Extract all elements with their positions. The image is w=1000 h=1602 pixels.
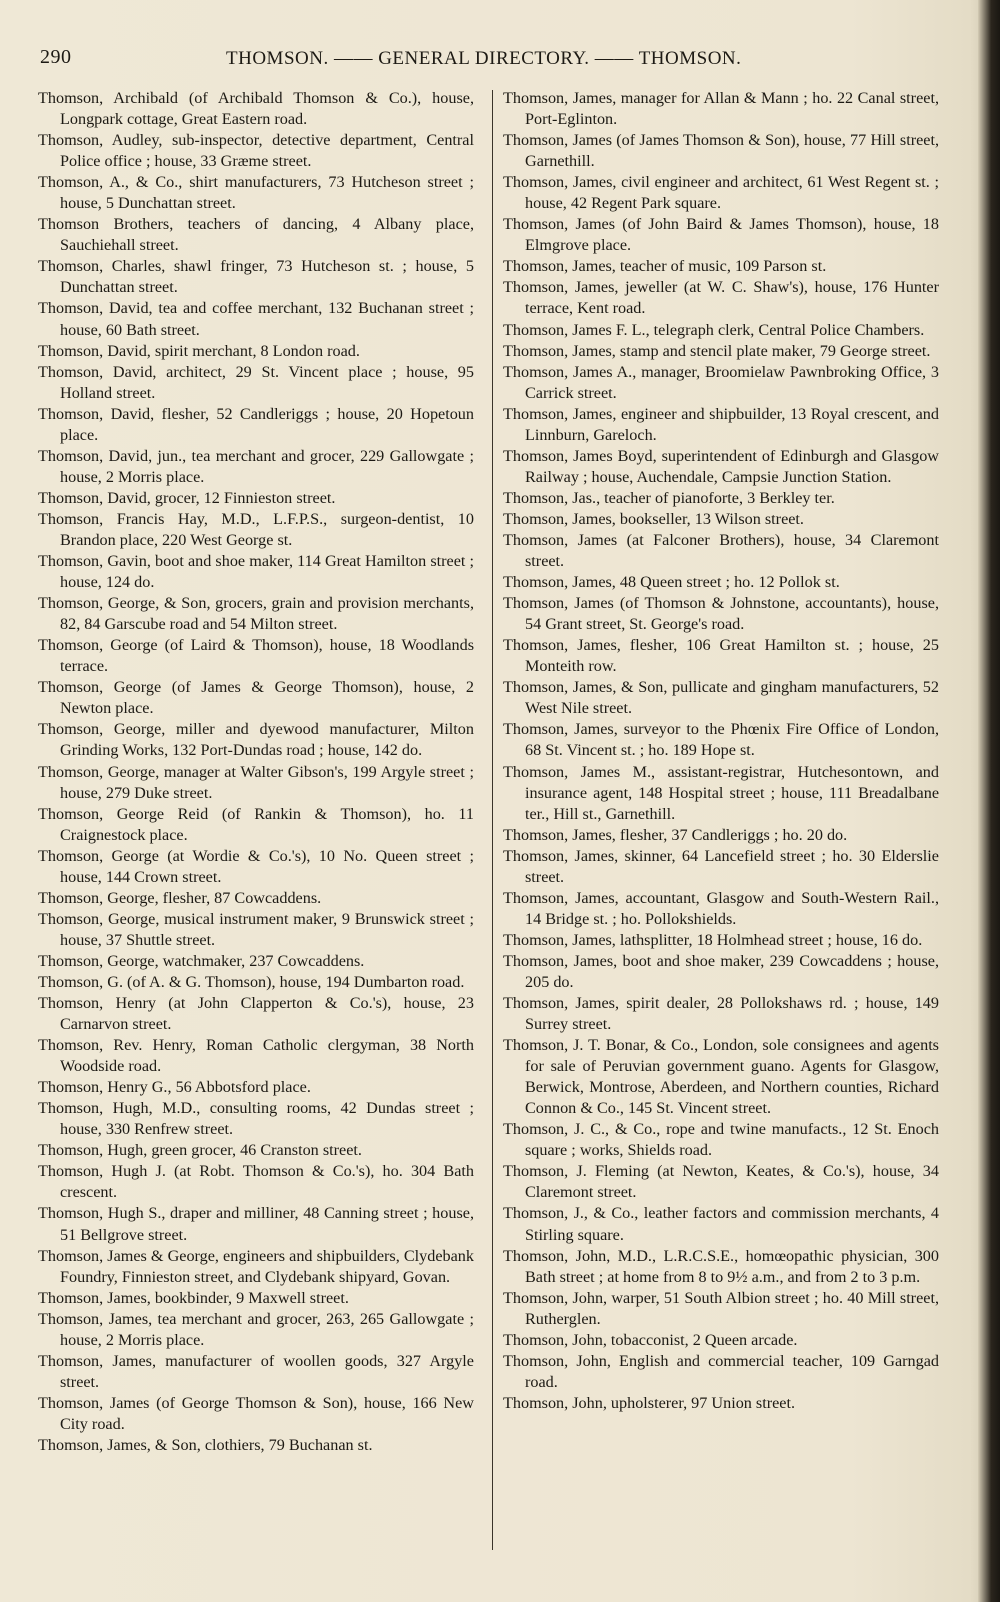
directory-entry: Thomson, A., & Co., shirt manufacturers, 73 Hutcheson street ; house, 5 Dunchattan street. (38, 173, 474, 213)
directory-entry: Thomson, James, manufacturer of woollen goods, 327 Argyle street. (38, 1351, 474, 1391)
directory-entry: Thomson, John, warper, 51 South Albion street ; ho. 40 Mill street, Rutherglen. (503, 1288, 939, 1328)
directory-entry: Thomson, George, watchmaker, 237 Cowcaddens. (38, 951, 365, 970)
directory-entry: Thomson, James, teacher of music, 109 Parson st. (503, 257, 827, 276)
directory-entry: Thomson, James, civil engineer and architect, 61 West Regent st. ; house, 42 Regent Park square. (503, 173, 939, 213)
directory-entry: Thomson, James, manager for Allan & Mann ; ho. 22 Canal street, Port-Eglinton. (503, 89, 939, 129)
directory-entry: Thomson, Charles, shawl fringer, 73 Hutcheson st. ; house, 5 Dunchattan street. (38, 257, 474, 297)
directory-entry: Thomson, Jas., teacher of pianoforte, 3 Berkley ter. (503, 488, 835, 507)
directory-entry: Thomson, John, M.D., L.R.C.S.E., homœopathic physician, 300 Bath street ; at home from 8 to 9½ a.m., and from 2 to 3 p.m. (503, 1246, 939, 1286)
directory-entry: Thomson, G. (of A. & G. Thomson), house, 194 Dumbarton road. (38, 972, 465, 991)
directory-entry: Thomson, George, flesher, 87 Cowcaddens. (38, 888, 322, 907)
directory-entry: Thomson, George, miller and dyewood manufacturer, Milton Grinding Works, 132 Port-Dundas road ; house, 142 do. (38, 720, 474, 760)
directory-entry: Thomson, James (of John Baird & James Thomson), house, 18 Elmgrove place. (503, 215, 939, 255)
directory-entry: Thomson, James, flesher, 106 Great Hamilton st. ; house, 25 Monteith row. (503, 636, 939, 676)
directory-entry: Thomson, John, English and commercial teacher, 109 Garngad road. (503, 1351, 939, 1391)
directory-entry: Thomson, David, grocer, 12 Finnieston street. (38, 488, 336, 507)
directory-entry: Thomson, James, lathsplitter, 18 Holmhead street ; house, 16 do. (503, 930, 923, 949)
column-divider (492, 90, 493, 1550)
directory-entry: Thomson, Francis Hay, M.D., L.F.P.S., surgeon-dentist, 10 Brandon place, 220 West George st. (38, 509, 474, 549)
directory-entry: Thomson, David, jun., tea merchant and grocer, 229 Gallowgate ; house, 2 Morris place. (38, 446, 474, 486)
directory-entry: Thomson, James, bookbinder, 9 Maxwell street. (38, 1288, 349, 1307)
directory-entry: Thomson, George Reid (of Rankin & Thomson), ho. 11 Craignestock place. (38, 804, 474, 844)
directory-entry: Thomson, Henry G., 56 Abbotsford place. (38, 1078, 311, 1097)
directory-entry: Thomson, James, bookseller, 13 Wilson street. (503, 509, 804, 528)
directory-entry: Thomson, James, & Son, clothiers, 79 Buchanan st. (38, 1436, 373, 1454)
directory-entry: Thomson, George, manager at Walter Gibson's, 199 Argyle street ; house, 279 Duke street. (38, 762, 474, 802)
page-header (36, 46, 956, 76)
directory-entry: Thomson, James (of George Thomson & Son), house, 166 New City road. (38, 1393, 474, 1433)
directory-entry: Thomson, James, surveyor to the Phœnix Fire Office of London, 68 St. Vincent st. ; ho. 189 Hope st. (503, 720, 939, 760)
directory-entry: Thomson, James, stamp and stencil plate maker, 79 George street. (503, 341, 931, 360)
directory-entry: Thomson, Henry (at John Clapperton & Co.'s), house, 23 Carnarvon street. (38, 994, 474, 1034)
directory-entry: Thomson, James, spirit dealer, 28 Pollokshaws rd. ; house, 149 Surrey street. (503, 994, 939, 1034)
directory-entry: Thomson, James, engineer and shipbuilder, 13 Royal crescent, and Linnburn, Gareloch. (503, 404, 939, 444)
directory-entry: Thomson, David, tea and coffee merchant, 132 Buchanan street ; house, 60 Bath street. (38, 299, 474, 339)
directory-entry: Thomson, James, flesher, 37 Candleriggs ; ho. 20 do. (503, 825, 848, 844)
directory-entry: Thomson, James, tea merchant and grocer, 263, 265 Gallowgate ; house, 2 Morris place. (38, 1309, 474, 1349)
directory-entry: Thomson, John, tobacconist, 2 Queen arcade. (503, 1330, 798, 1349)
directory-entry: Thomson, George (of James & George Thomson), house, 2 Newton place. (38, 678, 474, 718)
page-number: 290 (40, 46, 72, 68)
directory-entry: Thomson, George (at Wordie & Co.'s), 10 No. Queen street ; house, 144 Crown street. (38, 846, 474, 886)
directory-entry: Thomson Brothers, teachers of dancing, 4 Albany place, Sauchiehall street. (38, 215, 474, 255)
directory-entry: Thomson, James, skinner, 64 Lancefield street ; ho. 30 Elderslie street. (503, 846, 939, 886)
directory-entry: Thomson, Hugh S., draper and milliner, 48 Canning street ; house, 51 Bellgrove street. (38, 1204, 474, 1244)
directory-entry: Thomson, J. C., & Co., rope and twine manufacts., 12 St. Enoch square ; works, Shields road. (503, 1120, 939, 1160)
directory-entry: Thomson, James (of James Thomson & Son), house, 77 Hill street, Garnethill. (503, 131, 939, 171)
directory-entry: Thomson, Hugh, M.D., consulting rooms, 42 Dundas street ; house, 330 Renfrew street. (38, 1099, 474, 1139)
directory-entry: Thomson, James Boyd, superintendent of Edinburgh and Glasgow Railway ; house, Auchendale, Campsie Junction Station. (503, 446, 939, 486)
directory-entry: Thomson, Audley, sub-inspector, detective department, Central Police office ; house, 33 Græme street. (38, 131, 474, 171)
left-column (38, 88, 474, 1456)
directory-entry: Thomson, James, jeweller (at W. C. Shaw's), house, 176 Hunter terrace, Kent road. (503, 278, 939, 318)
directory-entry: Thomson, James (of Thomson & Johnstone, accountants), house, 54 Grant street, St. George's road. (503, 594, 939, 634)
directory-entry: Thomson, James (at Falconer Brothers), house, 34 Claremont street. (503, 530, 939, 571)
directory-entry: Thomson, Rev. Henry, Roman Catholic clergyman, 38 North Woodside road. (38, 1036, 474, 1076)
directory-entry: Thomson, James, 48 Queen street ; ho. 12 Pollok st. (503, 573, 840, 592)
directory-entry: Thomson, Archibald (of Archibald Thomson & Co.), house, Longpark cottage, Great Eastern road. (38, 89, 474, 129)
directory-entry: Thomson, James F. L., telegraph clerk, Central Police Chambers. (503, 320, 925, 339)
running-head: THOMSON. —— GENERAL DIRECTORY. —— THOMSON. (226, 48, 742, 69)
directory-entry: Thomson, James A., manager, Broomielaw Pawnbroking Office, 3 Carrick street. (503, 362, 939, 402)
directory-entry: Thomson, David, architect, 29 St. Vincent place ; house, 95 Holland street. (38, 362, 474, 402)
directory-entry: Thomson, James & George, engineers and shipbuilders, Clydebank Foundry, Finnieston street, and Clydebank shipyard, Govan. (38, 1246, 474, 1286)
directory-entry: Thomson, James, accountant, Glasgow and South-Western Rail., 14 Bridge st. ; ho. Pollokshields. (503, 888, 939, 928)
directory-entry: Thomson, George (of Laird & Thomson), house, 18 Woodlands terrace. (38, 636, 474, 676)
directory-entry: Thomson, James M., assistant-registrar, Hutchesontown, and insurance agent, 148 Hospital street ; house, 111 Breadalbane ter., Hill st., Garnethill. (503, 762, 939, 823)
directory-entry: Thomson, Hugh, green grocer, 46 Cranston street. (38, 1141, 362, 1160)
directory-entry: Thomson, J. T. Bonar, & Co., London, sole consignees and agents for sale of Peruvian government guano. Agents for Glasgow, Berwick, Montrose, Aberdeen, and Northern counties, Richard Connon & Co., 145 St. Vincent street. (503, 1036, 939, 1118)
directory-entry: Thomson, David, spirit merchant, 8 London road. (38, 341, 360, 360)
right-column (503, 88, 939, 1414)
directory-entry: Thomson, John, upholsterer, 97 Union street. (503, 1393, 796, 1412)
directory-entry: Thomson, Hugh J. (at Robt. Thomson & Co.'s), ho. 304 Bath crescent. (38, 1162, 474, 1202)
directory-entry: Thomson, Gavin, boot and shoe maker, 114 Great Hamilton street ; house, 124 do. (38, 552, 474, 592)
directory-entry: Thomson, David, flesher, 52 Candleriggs ; house, 20 Hopetoun place. (38, 404, 474, 444)
directory-entry: Thomson, George, musical instrument maker, 9 Brunswick street ; house, 37 Shuttle street. (38, 909, 474, 949)
directory-entry: Thomson, James, boot and shoe maker, 239 Cowcaddens ; house, 205 do. (503, 951, 939, 991)
directory-entry: Thomson, George, & Son, grocers, grain and provision merchants, 82, 84 Garscube road and 54 Milton street. (38, 594, 474, 634)
directory-entry: Thomson, James, & Son, pullicate and gingham manufacturers, 52 West Nile street. (503, 678, 939, 718)
page-edge (978, 0, 1000, 1602)
directory-entry: Thomson, J., & Co., leather factors and commission merchants, 4 Stirling square. (503, 1204, 939, 1244)
directory-entry: Thomson, J. Fleming (at Newton, Keates, & Co.'s), house, 34 Claremont street. (503, 1162, 939, 1202)
